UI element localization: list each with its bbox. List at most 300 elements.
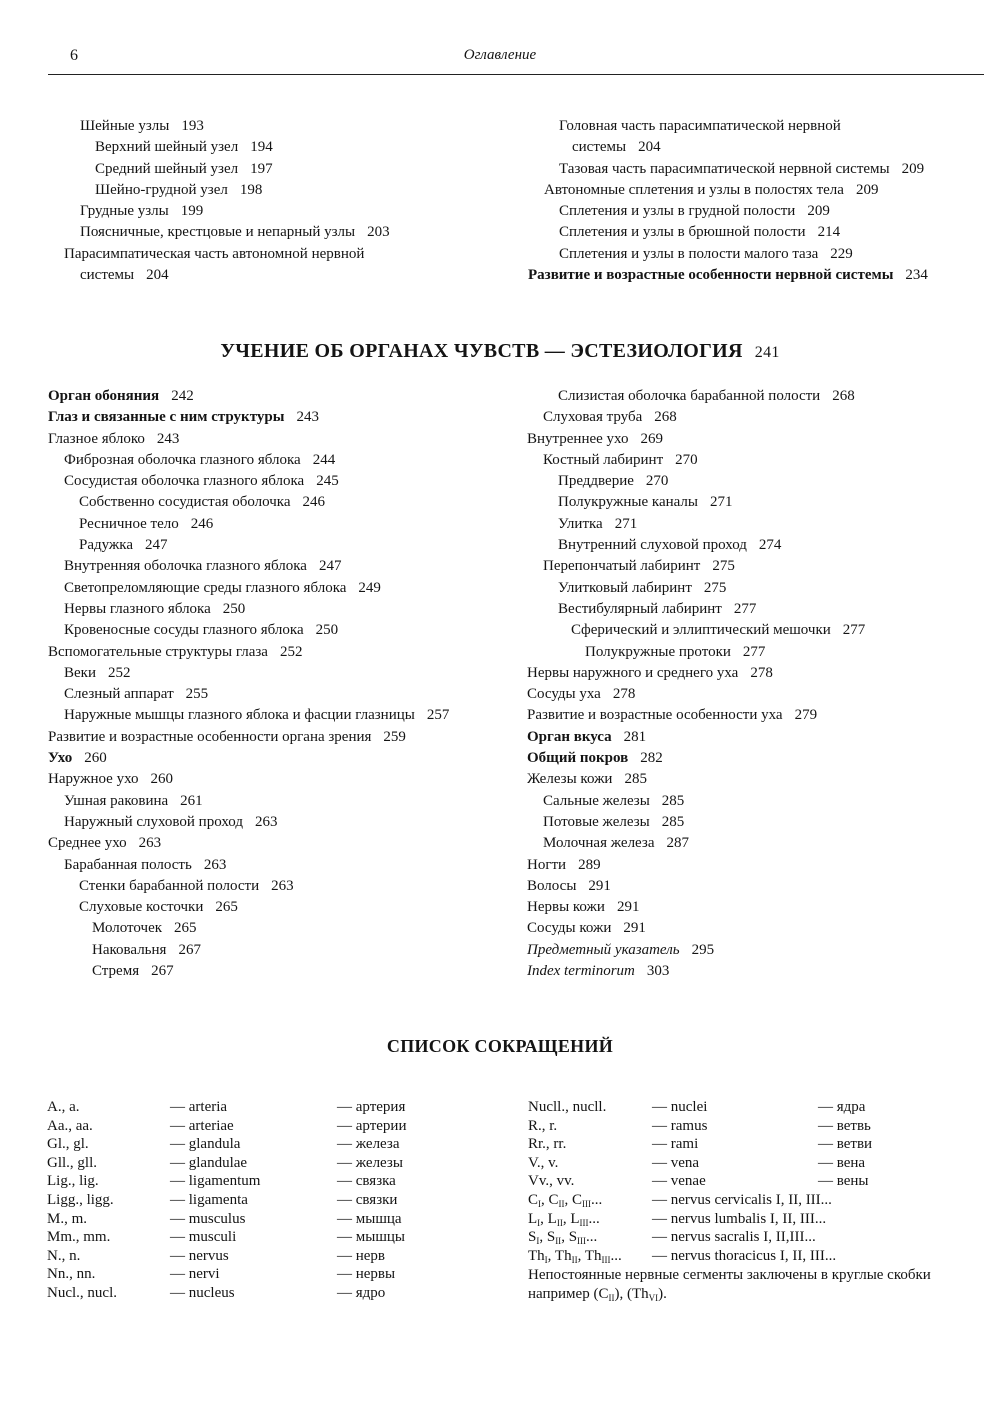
toc-entry xyxy=(48,727,518,748)
toc-entry-page: 246 xyxy=(190,515,214,532)
segment-letter: C xyxy=(528,1191,539,1208)
segment-letter: Th xyxy=(554,1247,572,1264)
toc-entry xyxy=(48,769,518,790)
latin-term: — glandulae xyxy=(170,1154,248,1171)
toc-top-right-column xyxy=(528,116,988,286)
abbreviation-row xyxy=(528,1154,988,1173)
abbreviations-right-table xyxy=(528,1098,988,1265)
russian-term: — мышца xyxy=(337,1210,402,1227)
section-page: 241 xyxy=(754,344,780,361)
toc-entry xyxy=(48,429,518,450)
toc-entry-title: Наковальня xyxy=(92,941,167,958)
toc-entry-page: 267 xyxy=(151,963,174,980)
toc-entry xyxy=(528,137,988,158)
abbreviation-row xyxy=(47,1172,507,1191)
latin-term: — nervus xyxy=(170,1247,229,1264)
toc-entry-page: 270 xyxy=(645,473,669,490)
toc-entry-page: 250 xyxy=(315,622,339,639)
abbreviation-row xyxy=(528,1098,988,1117)
toc-entry xyxy=(48,855,518,876)
toc-entry-page: 267 xyxy=(178,941,201,958)
toc-entry xyxy=(48,620,518,641)
toc-entry-title: Костный лабиринт xyxy=(543,451,664,468)
toc-entry-title: Веки xyxy=(64,664,96,681)
toc-entry-title: Развитие и возрастные особенности нервной системы xyxy=(528,267,894,284)
toc-entry xyxy=(527,684,997,705)
toc-entry-page: 268 xyxy=(832,388,855,404)
toc-entry-page: 277 xyxy=(742,643,766,660)
toc-entry-title: Радужка xyxy=(79,537,134,554)
segment-subscript: I xyxy=(536,1236,540,1247)
segment-abbreviation-row xyxy=(528,1228,988,1247)
toc-entry-title: Стремя xyxy=(92,963,140,980)
toc-entry xyxy=(527,556,997,577)
toc-entry-page: 242 xyxy=(171,388,194,404)
toc-entry-title: Слуховые косточки xyxy=(79,899,204,916)
toc-entry-title: Сосудистая оболочка глазного яблока xyxy=(64,473,305,490)
abbreviation: Rr., rr. xyxy=(528,1136,567,1153)
latin-term: — ramus xyxy=(652,1117,708,1134)
toc-entry-page: 244 xyxy=(312,451,336,468)
latin-term: — nervus lumbalis I, II, III... xyxy=(652,1210,827,1227)
note-line-2 xyxy=(528,1285,988,1308)
toc-entry-title: Орган обоняния xyxy=(48,388,160,404)
segment-letter: L xyxy=(547,1210,557,1227)
toc-entry-title: Глазное яблоко xyxy=(48,430,145,447)
toc-entry-page: 234 xyxy=(905,267,928,284)
toc-entry xyxy=(527,535,997,556)
toc-entry xyxy=(48,940,518,961)
toc-entry-title: Слизистая оболочка барабанной полости xyxy=(558,388,821,404)
toc-entry-page: 263 xyxy=(271,877,294,894)
toc-entry-title: Сплетения и узлы в брюшной полости xyxy=(559,224,806,241)
segment-letter: S xyxy=(546,1229,556,1246)
toc-entry xyxy=(48,748,518,769)
toc-entry-title: Тазовая часть парасимпатической нервной системы xyxy=(559,160,890,177)
toc-entry-page: 252 xyxy=(279,643,303,660)
abbreviation: A., a. xyxy=(47,1099,80,1115)
toc-entry xyxy=(64,222,494,243)
toc-entry-page: 243 xyxy=(156,430,180,447)
abbreviation-row xyxy=(47,1154,507,1173)
toc-entry-page: 285 xyxy=(624,771,647,788)
abbreviation: Nucll., nucll. xyxy=(528,1099,607,1115)
toc-entry xyxy=(527,812,997,833)
toc-entry-page: 263 xyxy=(254,813,278,830)
russian-term: — вены xyxy=(818,1173,869,1190)
toc-entry xyxy=(64,180,494,201)
toc-entry-title: Index terminorum xyxy=(527,963,635,980)
toc-entry xyxy=(48,791,518,812)
segment-abbreviation: $C_I$, $C_{II}$, $C_{III}$... xyxy=(528,1191,603,1209)
abbreviation: R., r. xyxy=(528,1117,558,1134)
toc-entry-page: 287 xyxy=(666,835,689,852)
toc-entry-title: Наружные мышцы глазного яблока и фасции глазницы xyxy=(64,707,415,724)
abbreviation-row xyxy=(528,1135,988,1154)
toc-entry xyxy=(48,514,518,535)
segment-abbreviation-row xyxy=(528,1210,988,1229)
toc-entry-page: 204 xyxy=(638,139,661,156)
toc-entry-title: Молоточек xyxy=(92,920,163,937)
toc-entry-page: 289 xyxy=(578,856,601,873)
russian-term: — железы xyxy=(337,1154,403,1171)
toc-entry-page: 260 xyxy=(84,750,107,767)
toc-entry-title: Сосуды кожи xyxy=(527,920,612,937)
note-prefix: например ( xyxy=(528,1285,599,1302)
toc-entry-page: 247 xyxy=(318,558,342,575)
toc-entry xyxy=(48,386,518,407)
latin-term: — nervus sacralis I, II,III... xyxy=(652,1229,816,1246)
toc-entry xyxy=(528,265,988,286)
toc-entry xyxy=(527,961,997,982)
toc-entry-page: 261 xyxy=(180,792,203,809)
toc-entry-page: 269 xyxy=(640,430,663,447)
toc-entry xyxy=(528,244,988,265)
russian-term: — артерии xyxy=(337,1117,407,1134)
segment-abbreviation: $Th_I$, $Th_{II}$, $Th_{III}$... xyxy=(528,1247,622,1265)
latin-term: — rami xyxy=(652,1136,699,1153)
toc-entry xyxy=(64,159,494,180)
toc-entry-page: 229 xyxy=(830,245,853,262)
toc-entry xyxy=(48,578,518,599)
russian-term: — ветвь xyxy=(818,1117,871,1134)
toc-entry-page: 209 xyxy=(855,181,879,198)
toc-entry-page: 285 xyxy=(661,792,685,809)
latin-term: — ligamenta xyxy=(170,1191,248,1208)
toc-entry-title: Средний шейный узел xyxy=(95,160,239,177)
toc-entry-page: 246 xyxy=(302,494,326,511)
abbreviation: Gl., gl. xyxy=(47,1136,89,1153)
toc-entry-page: 197 xyxy=(250,160,273,177)
latin-term: — vena xyxy=(652,1154,700,1171)
toc-entry-page: 275 xyxy=(703,579,727,596)
toc-entry-page: 291 xyxy=(616,899,640,916)
toc-entry xyxy=(48,599,518,620)
segment-subscript: III xyxy=(577,1236,587,1247)
segment-letter: L xyxy=(570,1210,580,1227)
toc-top-left-column xyxy=(64,116,494,286)
toc-entry xyxy=(528,180,988,201)
toc-entry-title: Преддверие xyxy=(558,473,634,490)
toc-entry-page: 279 xyxy=(794,707,818,724)
toc-entry-title: Полукружные каналы xyxy=(558,494,698,511)
segment-abbreviation-row xyxy=(528,1247,988,1266)
toc-entry-page: 270 xyxy=(675,451,698,468)
toc-entry xyxy=(527,748,997,769)
toc-entry-title: системы xyxy=(80,267,135,284)
toc-entry-title: Ушная раковина xyxy=(64,792,169,809)
abbreviation: Nn., nn. xyxy=(47,1266,96,1283)
toc-entry xyxy=(527,897,997,918)
note-example-1-sub: II xyxy=(608,1292,615,1303)
toc-entry-title: Наружный слуховой проход xyxy=(64,813,243,830)
toc-entry xyxy=(527,492,997,513)
toc-entry-title: Сплетения и узлы в полости малого таза xyxy=(559,245,819,262)
latin-term: — musculus xyxy=(170,1210,246,1227)
toc-entry xyxy=(48,492,518,513)
toc-entry xyxy=(64,116,494,137)
toc-entry-title: Собственно сосудистая оболочка xyxy=(79,494,291,511)
toc-entry-title: Слезный аппарат xyxy=(64,686,174,703)
toc-entry-title: Улитка xyxy=(558,515,603,532)
toc-entry-page: 214 xyxy=(817,224,841,241)
toc-entry-title: Парасимпатическая часть автономной нервной xyxy=(64,245,365,262)
toc-entry-page: 274 xyxy=(758,537,782,554)
toc-entry xyxy=(48,535,518,556)
toc-entry-title: Автономные сплетения и узлы в полостях тела xyxy=(544,181,844,198)
toc-entry-title: Перепончатый лабиринт xyxy=(543,558,701,575)
toc-entry-page: 278 xyxy=(612,686,636,703)
segment-abbreviation: $S_I$, $S_{II}$, $S_{III}$... xyxy=(528,1229,598,1247)
toc-entry-title: Внутреннее ухо xyxy=(527,430,629,447)
toc-entry-page: 194 xyxy=(250,139,273,156)
note-suffix: ). xyxy=(658,1285,667,1302)
toc-entry xyxy=(527,386,997,407)
toc-entry-page: 291 xyxy=(588,877,611,894)
note-line-1: Непостоянные нервные сегменты заключены в круглые скобки xyxy=(528,1267,931,1283)
toc-entry xyxy=(48,918,518,939)
russian-term: — ядра xyxy=(818,1099,866,1115)
abbreviation: Mm., mm. xyxy=(47,1229,111,1246)
toc-entry xyxy=(527,940,997,961)
toc-entry-title: Орган вкуса xyxy=(527,728,612,745)
toc-entry xyxy=(48,450,518,471)
abbreviation-row xyxy=(47,1191,507,1210)
abbreviation: V., v. xyxy=(528,1154,559,1171)
page-number: 6 xyxy=(70,47,78,64)
abbreviation-row xyxy=(47,1117,507,1136)
toc-entry xyxy=(527,642,997,663)
toc-entry xyxy=(527,599,997,620)
toc-entry xyxy=(48,642,518,663)
toc-entry xyxy=(527,727,997,748)
toc-entry-page: 204 xyxy=(146,267,169,284)
toc-entry xyxy=(48,663,518,684)
segment-subscript: II xyxy=(555,1236,562,1247)
toc-entry-title: Потовые железы xyxy=(543,813,650,830)
toc-entry-title: Вспомогательные структуры глаза xyxy=(48,643,268,660)
toc-entry-page: 193 xyxy=(181,118,204,134)
toc-entry-title: Ухо xyxy=(48,750,73,767)
toc-entry-title: Нервы глазного яблока xyxy=(64,600,211,617)
toc-entry-title: Волосы xyxy=(527,877,577,894)
latin-term: — nucleus xyxy=(170,1284,235,1301)
toc-entry-title: Вестибулярный лабиринт xyxy=(558,600,722,617)
segment-letter: L xyxy=(528,1210,538,1227)
abbreviation: Ligg., ligg. xyxy=(47,1191,114,1208)
toc-entry-title: Наружное ухо xyxy=(48,771,139,788)
toc-entry-title: Слуховая труба xyxy=(543,409,643,426)
toc-entry xyxy=(527,876,997,897)
section-heading-abbreviations: СПИСОК СОКРАЩЕНИЙ xyxy=(386,1036,614,1056)
abbreviation: Nucl., nucl. xyxy=(47,1284,117,1301)
toc-entry-page: 295 xyxy=(691,941,715,958)
toc-entry xyxy=(48,705,518,726)
segment-abbreviation: $L_I$, $L_{II}$, $L_{III}$... xyxy=(528,1210,600,1228)
toc-entry-page: 277 xyxy=(842,622,866,639)
toc-entry-page: 277 xyxy=(733,600,757,617)
toc-entry-title: Кровеносные сосуды глазного яблока xyxy=(64,622,304,639)
russian-term: — мышцы xyxy=(337,1229,405,1246)
latin-term: — ligamentum xyxy=(170,1173,261,1190)
toc-entry-page: 250 xyxy=(222,600,246,617)
toc-entry xyxy=(527,514,997,535)
toc-entry-page: 263 xyxy=(138,835,162,852)
toc-entry-page: 278 xyxy=(750,664,773,681)
toc-entry-page: 243 xyxy=(296,409,319,426)
section-heading-esthesiology xyxy=(0,340,1000,363)
abbreviation-row xyxy=(47,1098,507,1117)
toc-entry-title: Развитие и возрастные особенности уха xyxy=(527,707,783,724)
toc-entry-title: Сферический и эллиптический мешочки xyxy=(571,622,831,639)
toc-entry-page: 291 xyxy=(623,920,646,937)
toc-entry-title: Верхний шейный узел xyxy=(95,139,239,156)
toc-entry-page: 249 xyxy=(358,579,381,596)
latin-term: — nervus thoracicus I, II, III... xyxy=(652,1247,837,1264)
toc-entry xyxy=(527,450,997,471)
toc-entry xyxy=(64,244,494,265)
toc-entry-page: 271 xyxy=(614,515,638,532)
latin-term: — musculi xyxy=(170,1229,237,1246)
russian-term: — артерия xyxy=(337,1099,406,1115)
segment-subscript: I xyxy=(537,1217,541,1228)
toc-entry xyxy=(48,556,518,577)
segment-abbreviation-row xyxy=(528,1191,988,1210)
note-example-2-sub: VI xyxy=(648,1292,659,1303)
toc-mid-right-column xyxy=(527,386,997,982)
segment-subscript: III xyxy=(579,1217,589,1228)
toc-entry xyxy=(527,791,997,812)
segment-subscript: II xyxy=(558,1198,565,1209)
toc-entry xyxy=(527,578,997,599)
toc-entry xyxy=(527,833,997,854)
toc-entry xyxy=(48,812,518,833)
latin-term: — nervi xyxy=(170,1266,220,1283)
toc-entry-title: Полукружные протоки xyxy=(585,643,731,660)
latin-term: — nervus cervicalis I, II, III... xyxy=(652,1191,832,1208)
toc-entry-page: 263 xyxy=(203,856,227,873)
toc-entry-title: Фиброзная оболочка глазного яблока xyxy=(64,451,301,468)
toc-entry xyxy=(48,684,518,705)
latin-term: — venae xyxy=(652,1173,706,1190)
toc-entry xyxy=(528,222,988,243)
toc-entry-page: 209 xyxy=(807,203,830,220)
toc-entry-title: Предметный указатель xyxy=(527,941,680,958)
abbreviation: N., n. xyxy=(47,1247,81,1264)
toc-entry-title: Ногти xyxy=(527,856,567,873)
toc-entry xyxy=(528,201,988,222)
segment-subscript: I xyxy=(538,1198,542,1209)
toc-entry-title: Железы кожи xyxy=(527,771,613,788)
toc-entry-page: 209 xyxy=(901,160,925,177)
toc-entry-title: системы xyxy=(572,139,627,156)
russian-term: — нерв xyxy=(337,1247,386,1264)
section-title: УЧЕНИЕ ОБ ОРГАНАХ ЧУВСТВ — ЭСТЕЗИОЛОГИЯ xyxy=(220,340,743,362)
toc-entry xyxy=(527,918,997,939)
russian-term: — железа xyxy=(337,1136,400,1153)
segment-letter: Th xyxy=(528,1247,545,1264)
abbreviations-note xyxy=(528,1266,988,1307)
running-title: Оглавление xyxy=(463,47,537,63)
toc-entry-title: Сплетения и узлы в грудной полости xyxy=(559,203,796,220)
segment-subscript: I xyxy=(544,1254,548,1265)
latin-term: — glandula xyxy=(170,1136,241,1153)
toc-entry xyxy=(527,620,997,641)
toc-entry xyxy=(528,116,988,137)
toc-entry-title: Ресничное тело xyxy=(79,515,179,532)
abbreviation-row xyxy=(47,1135,507,1154)
abbreviation-row xyxy=(47,1247,507,1266)
segment-subscript: III xyxy=(582,1198,592,1209)
toc-entry-page: 199 xyxy=(180,203,204,220)
note-middle: ), ( xyxy=(614,1285,632,1302)
toc-entry-title: Внутренняя оболочка глазного яблока xyxy=(64,558,307,575)
toc-entry-title: Поясничные, крестцовые и непарный узлы xyxy=(80,224,356,241)
toc-entry-title: Улитковый лабиринт xyxy=(558,579,692,596)
toc-entry-title: Сальные железы xyxy=(543,792,650,809)
segment-letter: C xyxy=(572,1191,583,1208)
toc-entry-page: 282 xyxy=(640,750,663,767)
abbreviation-row xyxy=(47,1265,507,1284)
russian-term: — связка xyxy=(337,1173,396,1190)
toc-entry xyxy=(48,471,518,492)
toc-entry xyxy=(48,961,518,982)
segment-letter: Th xyxy=(584,1247,602,1264)
toc-entry xyxy=(527,429,997,450)
toc-entry-page: 247 xyxy=(145,537,168,554)
russian-term: — нервы xyxy=(337,1266,396,1283)
toc-entry-page: 265 xyxy=(174,920,197,937)
abbreviation-row xyxy=(47,1210,507,1229)
toc-entry-title: Светопреломляющие среды глазного яблока xyxy=(64,579,347,596)
toc-entry-title: Головная часть парасимпатической нервной xyxy=(559,118,841,134)
toc-entry xyxy=(64,137,494,158)
toc-entry-title: Сосуды уха xyxy=(527,686,601,703)
toc-entry xyxy=(527,471,997,492)
toc-entry xyxy=(48,897,518,918)
russian-term: — ветви xyxy=(818,1136,873,1153)
toc-entry xyxy=(48,876,518,897)
toc-entry-title: Шейно-грудной узел xyxy=(95,181,228,198)
header-rule xyxy=(48,74,984,75)
segment-letter: C xyxy=(548,1191,559,1208)
toc-entry xyxy=(64,201,494,222)
toc-entry-page: 257 xyxy=(426,707,450,724)
toc-entry-title: Нервы наружного и среднего уха xyxy=(527,664,739,681)
toc-entry xyxy=(48,407,518,428)
segment-subscript: III xyxy=(601,1254,611,1265)
toc-entry-page: 265 xyxy=(215,899,238,916)
segment-letter: S xyxy=(568,1229,578,1246)
toc-entry-title: Развитие и возрастные особенности органа зрения xyxy=(48,728,372,745)
russian-term: — ядро xyxy=(337,1284,386,1301)
toc-entry-page: 260 xyxy=(150,771,174,788)
toc-entry-title: Стенки барабанной полости xyxy=(79,877,260,894)
abbreviation-row xyxy=(47,1228,507,1247)
toc-entry xyxy=(48,833,518,854)
toc-entry xyxy=(527,663,997,684)
note-example-2: Th xyxy=(631,1285,649,1302)
toc-entry xyxy=(527,407,997,428)
toc-entry-title: Молочная железа xyxy=(543,835,655,852)
abbreviation: Lig., lig. xyxy=(47,1173,99,1190)
toc-entry-page: 271 xyxy=(710,494,733,511)
note-example-1: C xyxy=(598,1285,609,1302)
toc-entry-page: 259 xyxy=(383,728,406,745)
russian-term: — связки xyxy=(337,1191,398,1208)
toc-mid-left-column xyxy=(48,386,518,982)
toc-entry-title: Внутренний слуховой проход xyxy=(558,537,747,554)
